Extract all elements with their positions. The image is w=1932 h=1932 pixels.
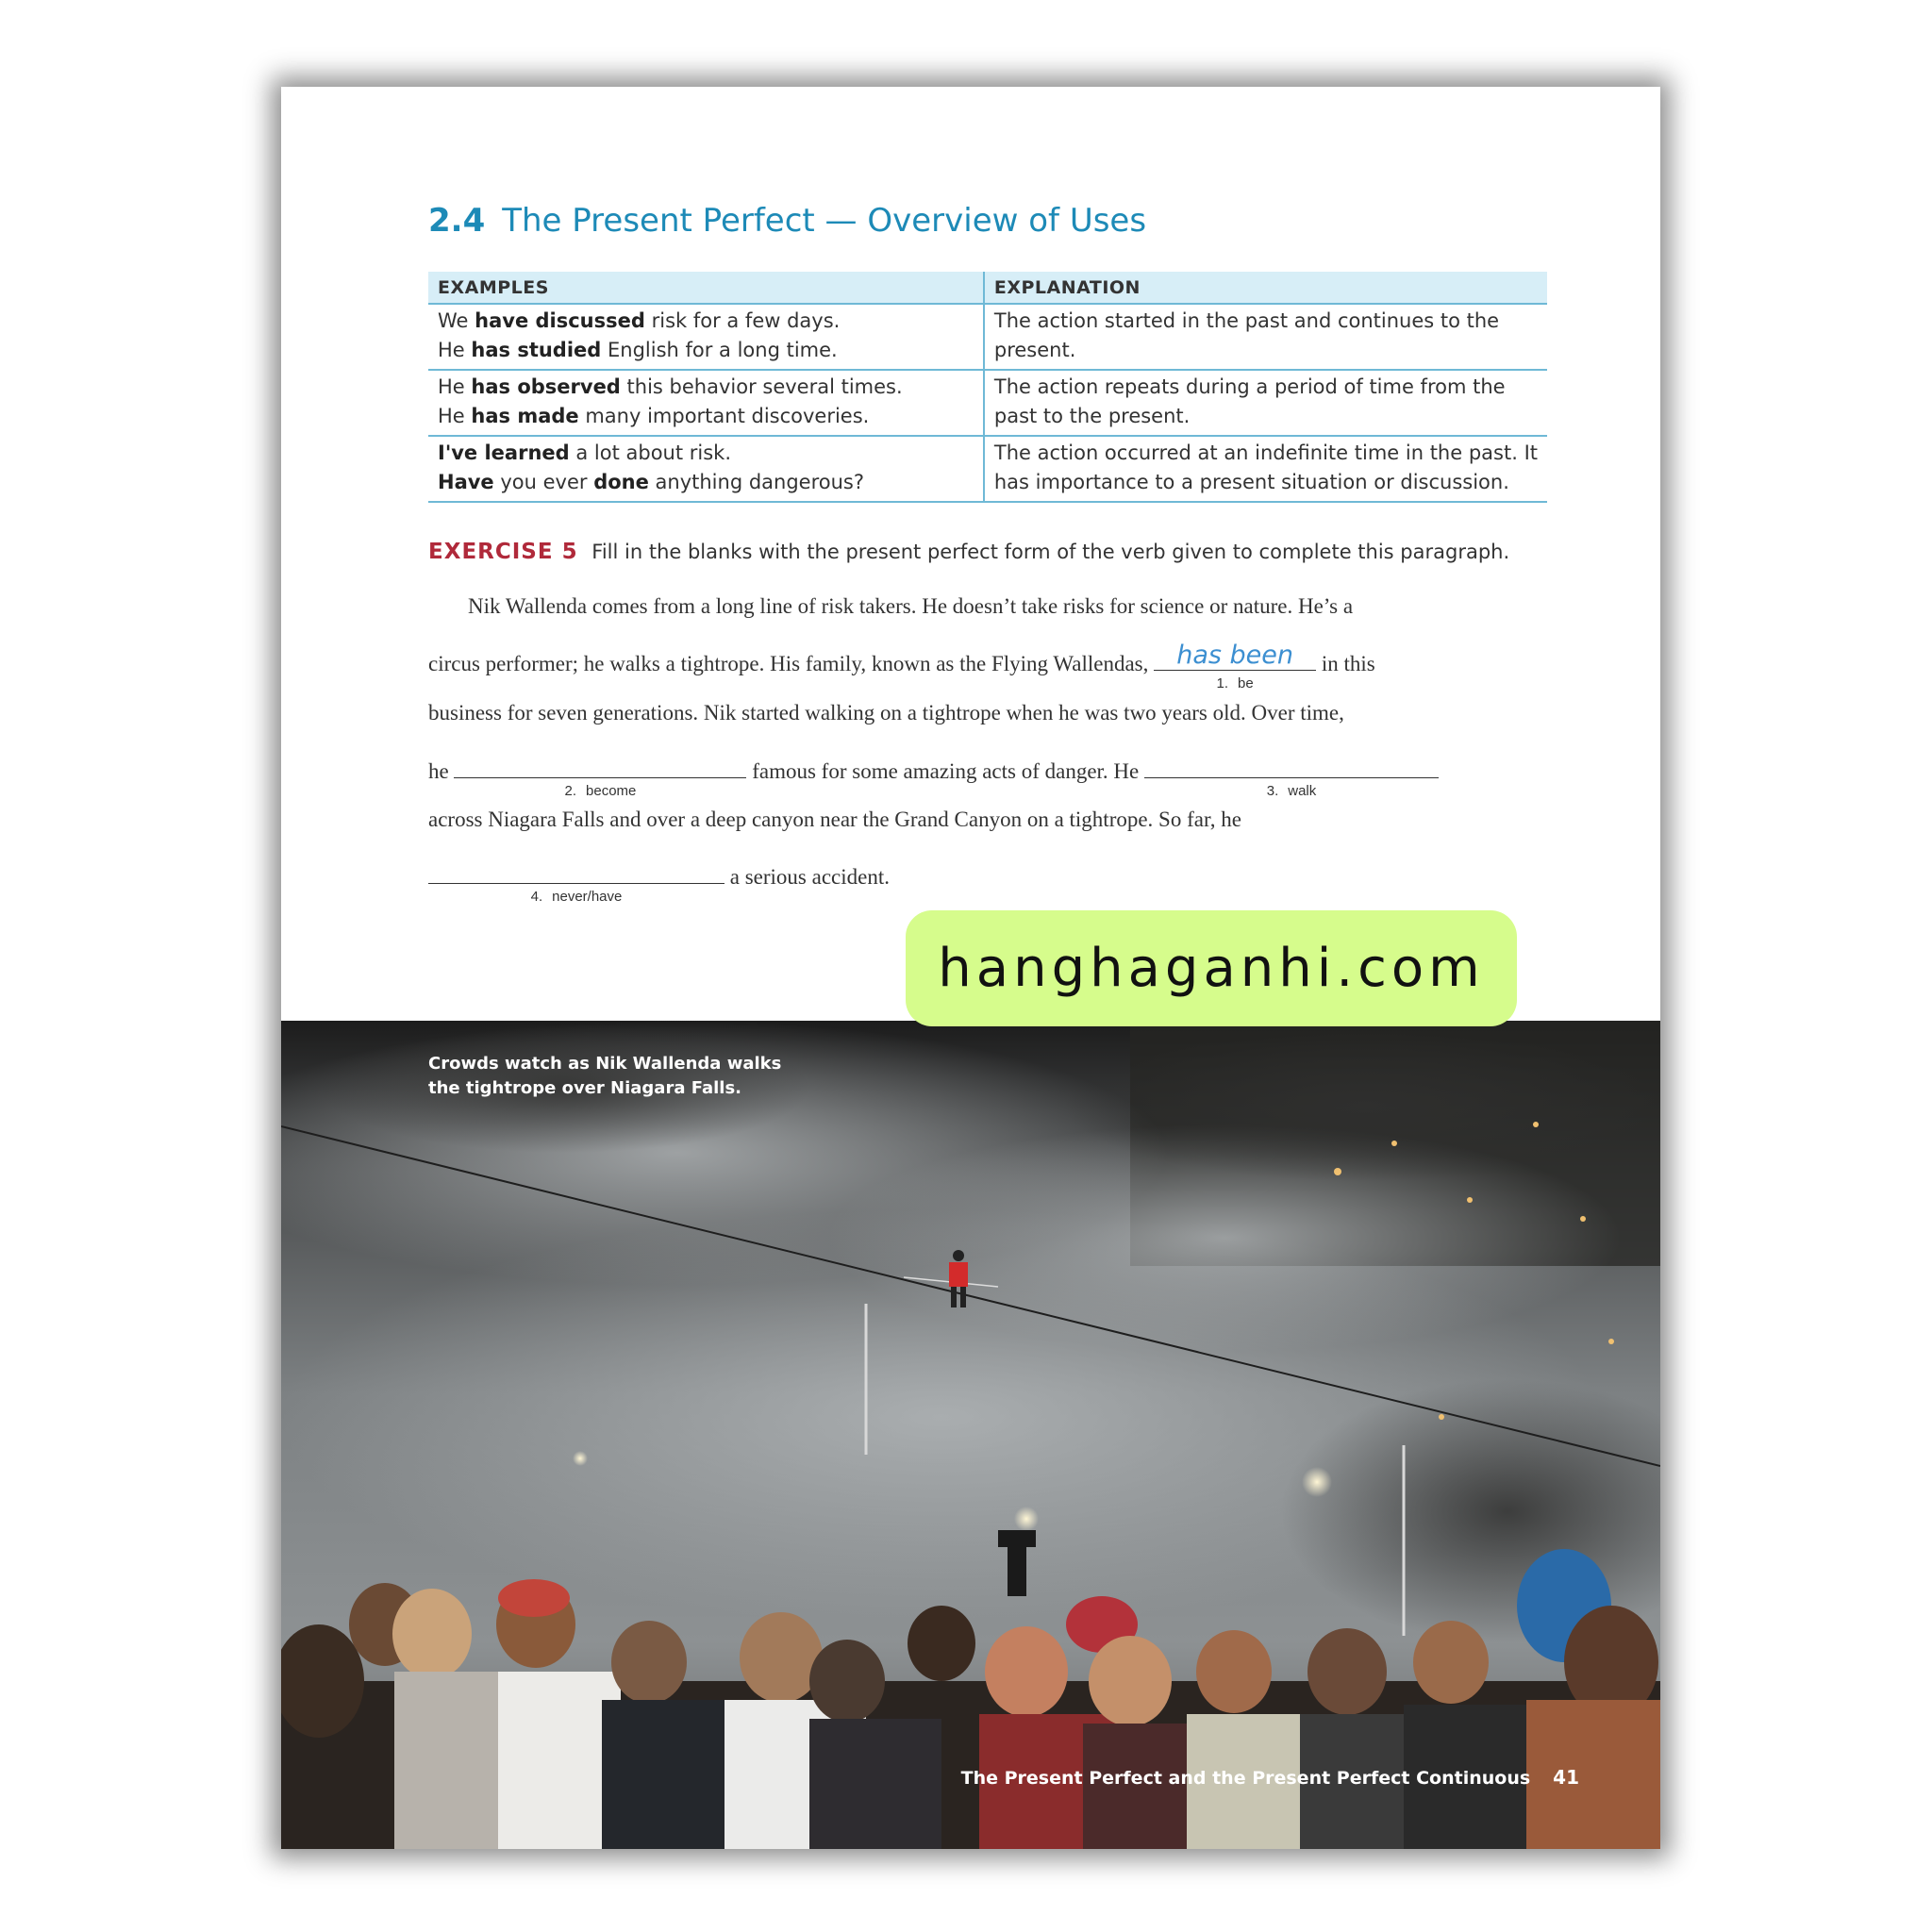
photo-caption xyxy=(428,1052,781,1101)
example-sentence: I've learned a lot about risk. xyxy=(438,441,732,464)
paragraph-line-2-end: in this xyxy=(1321,652,1375,675)
example-sentence: He has made many important discoveries. xyxy=(438,405,870,427)
page-number: 41 xyxy=(1553,1766,1579,1789)
example-sentence: We have discussed risk for a few days. xyxy=(438,309,841,332)
table-body xyxy=(428,304,1547,502)
examples-cell xyxy=(428,370,984,436)
grammar-table xyxy=(428,272,1547,503)
section-title xyxy=(428,202,1146,240)
watermark-badge: hanghaganhi.com xyxy=(906,910,1517,1026)
blank-4[interactable] xyxy=(428,860,724,905)
paragraph-line-4-start: he xyxy=(428,759,449,783)
example-sentence: He has observed this behavior several times. xyxy=(438,375,903,398)
example-sentence: Have you ever done anything dangerous? xyxy=(438,471,865,493)
caption-line-1: Crowds watch as Nik Wallenda walks xyxy=(428,1054,782,1074)
blank-1-cue: 1. be xyxy=(1216,675,1254,691)
tightrope-photo xyxy=(281,1021,1660,1849)
section-number: 2.4 xyxy=(428,202,486,240)
table-row xyxy=(428,370,1547,436)
examples-cell xyxy=(428,304,984,370)
exercise-instruction: Fill in the blanks with the present perfect form of the verb given to complete this paragraph. xyxy=(591,541,1510,563)
explanation-line: has importance to a present situation or discussion. xyxy=(993,471,1509,493)
table-header-row xyxy=(428,272,1547,304)
paragraph-line-6-end: a serious accident. xyxy=(729,865,890,889)
paragraph-line-1: Nik Wallenda comes from a long line of risk takers. He doesn’t take risks for science or nature. He’s a xyxy=(468,594,1354,618)
blank-3-cue: 3. walk xyxy=(1266,783,1317,799)
explanation-line: The action started in the past and continues to the xyxy=(993,309,1500,332)
paragraph-line-4-mid: famous for some amazing acts of danger. He xyxy=(752,759,1140,783)
blank-2[interactable] xyxy=(454,755,746,799)
example-sentence: He has studied English for a long time. xyxy=(438,339,838,361)
blank-4-cue: 4. never/have xyxy=(530,889,623,905)
blank-3[interactable] xyxy=(1144,755,1439,799)
tightrope-photo-illustration xyxy=(281,1021,1660,1849)
explanation-cell xyxy=(984,436,1547,502)
explanation-line: past to the present. xyxy=(993,405,1191,427)
exercise-heading xyxy=(428,540,1509,564)
page-footer xyxy=(961,1766,1579,1789)
exercise-label: EXERCISE 5 xyxy=(428,540,578,564)
section-title-text: The Present Perfect — Overview of Uses xyxy=(502,202,1147,240)
table-row xyxy=(428,436,1547,502)
examples-cell xyxy=(428,436,984,502)
paragraph-line-6 xyxy=(428,860,890,905)
explanation-line: present. xyxy=(993,339,1076,361)
blank-1[interactable] xyxy=(1154,641,1316,691)
blank-1-answer: has been xyxy=(1176,641,1293,670)
paragraph-line-2 xyxy=(428,641,1375,691)
explanation-cell xyxy=(984,370,1547,436)
explanation-line: The action occurred at an indefinite time in the past. It xyxy=(993,441,1538,464)
paragraph-line-4 xyxy=(428,755,1439,799)
explanation-header: EXPLANATION xyxy=(984,272,1547,304)
table-row xyxy=(428,304,1547,370)
paragraph-line-2-start: circus performer; he walks a tightrope. His family, known as the Flying Wallendas, xyxy=(428,652,1149,675)
explanation-cell xyxy=(984,304,1547,370)
paragraph-line-3: business for seven generations. Nik started walking on a tightrope when he was two years old. Over time, xyxy=(428,701,1344,724)
explanation-line: The action repeats during a period of time from the xyxy=(993,375,1506,398)
paragraph-line-5: across Niagara Falls and over a deep canyon near the Grand Canyon on a tightrope. So far, he xyxy=(428,808,1241,831)
blank-2-cue: 2. become xyxy=(564,783,637,799)
caption-line-2: the tightrope over Niagara Falls. xyxy=(428,1078,742,1098)
footer-chapter-title: The Present Perfect and the Present Perfect Continuous xyxy=(960,1768,1531,1789)
examples-header: EXAMPLES xyxy=(428,272,984,304)
